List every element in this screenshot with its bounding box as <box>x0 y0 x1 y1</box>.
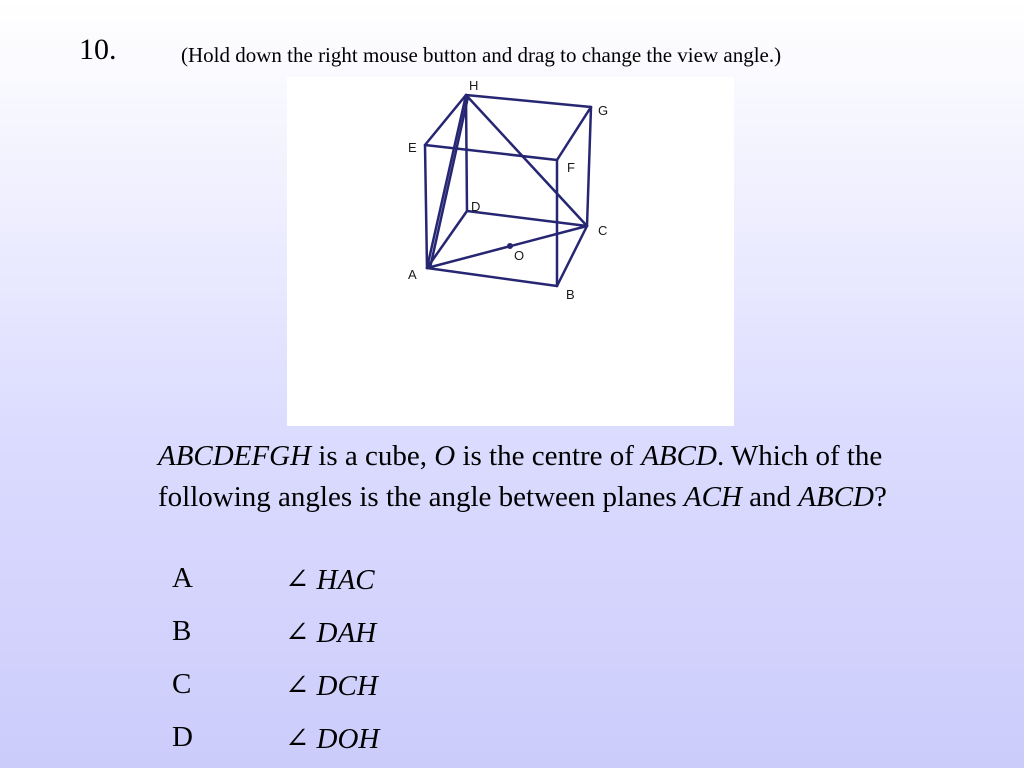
plane-2-name: ABCD <box>798 481 874 513</box>
edge-cd <box>467 211 587 226</box>
question-part-4: and <box>741 481 799 513</box>
edge-gh <box>466 95 591 107</box>
option-d-letter[interactable]: D <box>172 721 193 753</box>
label-o: O <box>514 248 525 263</box>
label-a: A <box>408 267 417 282</box>
label-f: F <box>567 160 575 175</box>
view-instruction: (Hold down the right mouse button and drag to change the view angle.) <box>181 43 782 67</box>
face-name: ABCD <box>641 440 717 472</box>
option-d[interactable] <box>172 721 379 774</box>
label-g: G <box>598 103 609 118</box>
cube-figure[interactable] <box>287 77 734 426</box>
edge-dh <box>466 95 467 211</box>
edge-cg <box>587 107 591 226</box>
option-d-angle[interactable]: ∠ DOH <box>285 723 380 755</box>
option-b-letter[interactable]: B <box>172 615 192 647</box>
option-b[interactable] <box>172 615 379 668</box>
plane-1-name: ACH <box>683 481 742 513</box>
option-a[interactable] <box>172 562 379 615</box>
option-c[interactable] <box>172 668 379 721</box>
label-b: B <box>566 287 575 302</box>
question-number: 10. <box>79 33 117 66</box>
edge-ef <box>425 145 557 160</box>
edge-ab <box>427 268 557 286</box>
cube-diagram[interactable] <box>287 77 734 426</box>
option-c-letter[interactable]: C <box>172 668 192 700</box>
answer-options <box>172 562 379 774</box>
question-part-2: is the centre of <box>455 440 642 472</box>
question-part-1: is a cube, <box>311 440 435 472</box>
edge-ae <box>425 145 427 268</box>
question-part-5: ? <box>873 481 887 513</box>
cube-name: ABCDEFGH <box>158 440 312 472</box>
option-b-angle[interactable]: ∠ DAH <box>285 617 377 649</box>
label-d: D <box>471 199 481 214</box>
option-a-letter[interactable]: A <box>172 562 193 594</box>
label-h: H <box>469 78 479 93</box>
label-e: E <box>408 140 417 155</box>
question-part-3: . Which of the following angles is the angle between planes <box>158 440 883 513</box>
center-name: O <box>434 440 456 472</box>
option-a-angle[interactable]: ∠ HAC <box>285 564 375 596</box>
label-c: C <box>598 223 608 238</box>
edge-bc <box>557 226 587 286</box>
question-text <box>158 436 988 518</box>
option-c-angle[interactable]: ∠ DCH <box>285 670 378 702</box>
point-o <box>507 243 513 249</box>
edge-fg <box>557 107 591 160</box>
diagonal-ah-2 <box>430 97 468 268</box>
